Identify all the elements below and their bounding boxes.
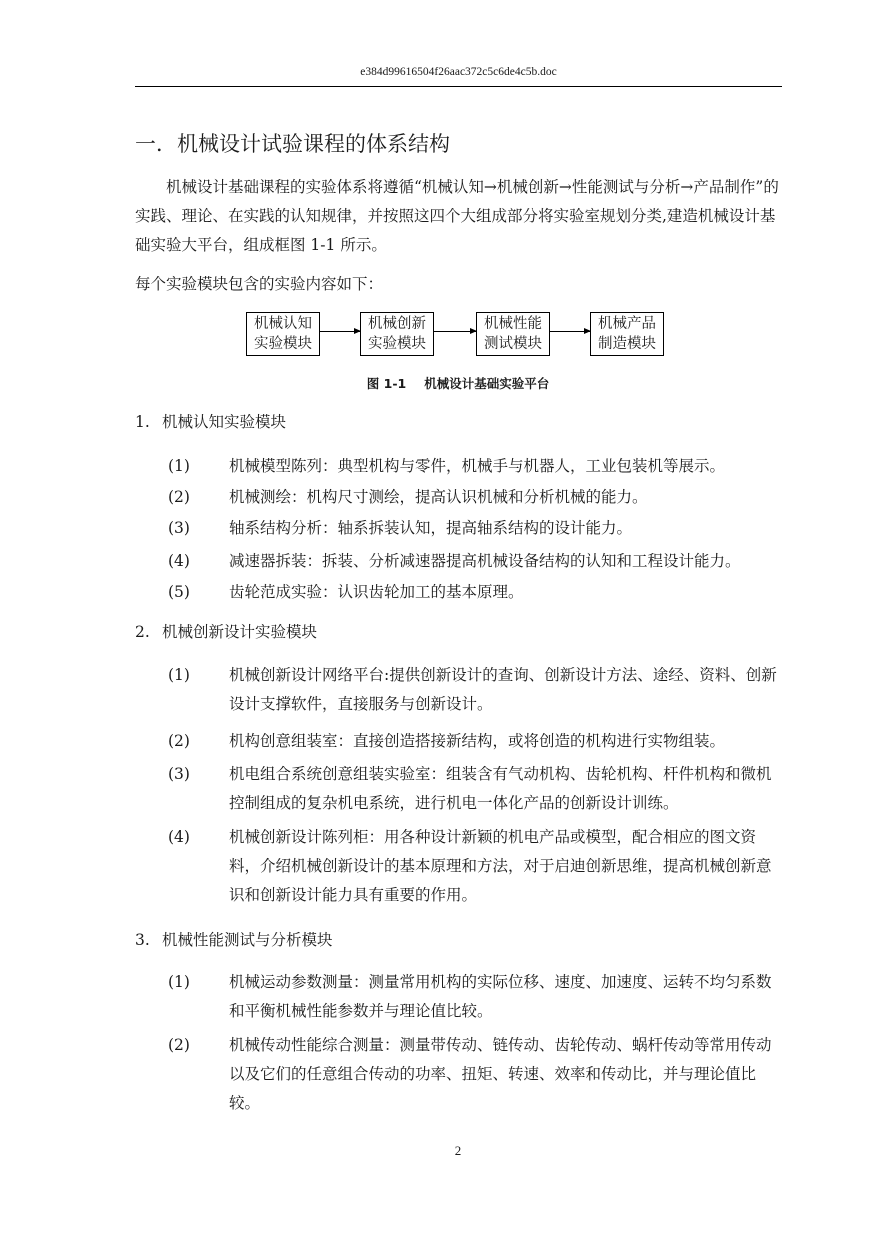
list-item-text: 轴系结构分析：轴系拆装认知，提高轴系结构的设计能力。	[229, 519, 633, 537]
list-item-text: 齿轮范成实验：认识齿轮加工的基本原理。	[229, 583, 524, 601]
list-item-text: 机构创意组装室：直接创造搭接新结构，或将创造的机构进行实物组装。	[229, 732, 726, 750]
list-item-marker: (4)	[168, 552, 190, 570]
list-item	[168, 823, 781, 910]
figure-caption-number: 图 1-1	[366, 376, 407, 391]
list-item	[168, 547, 781, 576]
diagram-arrow	[434, 331, 476, 332]
diagram-box-cognition	[246, 312, 320, 356]
list-item-marker: (1)	[168, 666, 190, 684]
diagram-box-line: 测试模块	[484, 336, 542, 352]
page-number: 2	[454, 1143, 462, 1158]
list-item	[168, 661, 781, 719]
intro-paragraph: 机械设计基础课程的实验体系将遵循“机械认知→机械创新→性能测试与分析→产品制作”的实践、理论、在实践的认知规律，并按照这四个大组成部分将实验室规划分类,建造机械设计基础实验大平台，组成框图 1-1 所示。	[135, 178, 779, 254]
section-number: 2.	[135, 623, 150, 641]
section-title: 机械创新设计实验模块	[162, 623, 318, 641]
list-item-text: 机械传动性能综合测量：测量带传动、链传动、齿轮传动、蜗杆传动等常用传动以及它们的任意组合传动的功率、扭矩、转速、效率和传动比，并与理论值比较。	[229, 1036, 772, 1112]
list-item-marker: (2)	[168, 1036, 190, 1054]
figure-caption-text: 机械设计基础实验平台	[424, 376, 550, 391]
diagram-arrow	[320, 331, 360, 332]
list-item-text: 机械创新设计陈列柜：用各种设计新颖的机电产品或模型，配合相应的图文资料，介绍机械创新设计的基本原理和方法，对于启迪创新思维，提高机械创新意识和创新设计能力具有重要的作用。	[229, 828, 772, 904]
list-item	[168, 968, 781, 1026]
list-item-marker: (3)	[168, 765, 190, 783]
list-item-marker: (3)	[168, 519, 190, 537]
list-item-text: 机械模型陈列：典型机构与零件，机械手与机器人，工业包装机等展示。	[229, 457, 726, 475]
module-flow-diagram	[246, 312, 666, 358]
header-rule	[135, 86, 782, 87]
diagram-box-line: 实验模块	[254, 336, 312, 352]
diagram-box-line: 机械认知	[254, 316, 312, 332]
list-item-text: 机械测绘：机构尺寸测绘，提高认识机械和分析机械的能力。	[229, 488, 648, 506]
list-item-marker: (2)	[168, 732, 190, 750]
section-heading	[135, 928, 333, 950]
diagram-box-line: 制造模块	[598, 336, 656, 352]
list-item-text: 机械运动参数测量：测量常用机构的实际位移、速度、加速度、运转不均匀系数和平衡机械性能参数并与理论值比较。	[229, 973, 772, 1020]
list-item-marker: (4)	[168, 828, 190, 846]
diagram-arrow	[550, 331, 590, 332]
figure-caption	[135, 374, 781, 392]
header-filename: e384d99616504f26aac372c5c6de4c5b.doc	[360, 66, 557, 78]
section-title: 机械认知实验模块	[162, 413, 287, 431]
diagram-box-manufacturing	[590, 312, 664, 356]
diagram-box-testing	[476, 312, 550, 356]
section-number: 3.	[135, 931, 150, 949]
page-title: 一．机械设计试验课程的体系结构	[135, 132, 450, 156]
diagram-box-line: 机械产品	[598, 316, 656, 332]
list-item	[168, 760, 781, 818]
diagram-box-line: 机械性能	[484, 316, 542, 332]
section-title: 机械性能测试与分析模块	[162, 931, 333, 949]
list-item-text: 减速器拆装：拆装、分析减速器提高机械设备结构的认知和工程设计能力。	[229, 552, 741, 570]
diagram-box-line: 机械创新	[368, 316, 426, 332]
list-item-marker: (1)	[168, 973, 190, 991]
diagram-box-line: 实验模块	[368, 336, 426, 352]
section-number: 1.	[135, 413, 150, 431]
list-item-marker: (2)	[168, 488, 190, 506]
list-item	[168, 727, 781, 756]
section-heading	[135, 410, 286, 432]
list-item	[168, 452, 781, 481]
list-item	[168, 483, 781, 512]
section-heading	[135, 620, 317, 642]
diagram-box-innovation	[360, 312, 434, 356]
list-item	[168, 1031, 781, 1118]
list-item-marker: (1)	[168, 457, 190, 475]
intro-lead: 每个实验模块包含的实验内容如下：	[135, 275, 384, 293]
list-item-text: 机电组合系统创意组装实验室：组装含有气动机构、齿轮机构、杆件机构和微机控制组成的复杂机电系统，进行机电一体化产品的创新设计训练。	[229, 765, 772, 812]
list-item	[168, 514, 781, 543]
list-item-marker: (5)	[168, 583, 190, 601]
list-item-text: 机械创新设计网络平台:提供创新设计的查询、创新设计方法、途经、资料、创新设计支撑软件，直接服务与创新设计。	[229, 666, 777, 713]
list-item	[168, 578, 781, 607]
